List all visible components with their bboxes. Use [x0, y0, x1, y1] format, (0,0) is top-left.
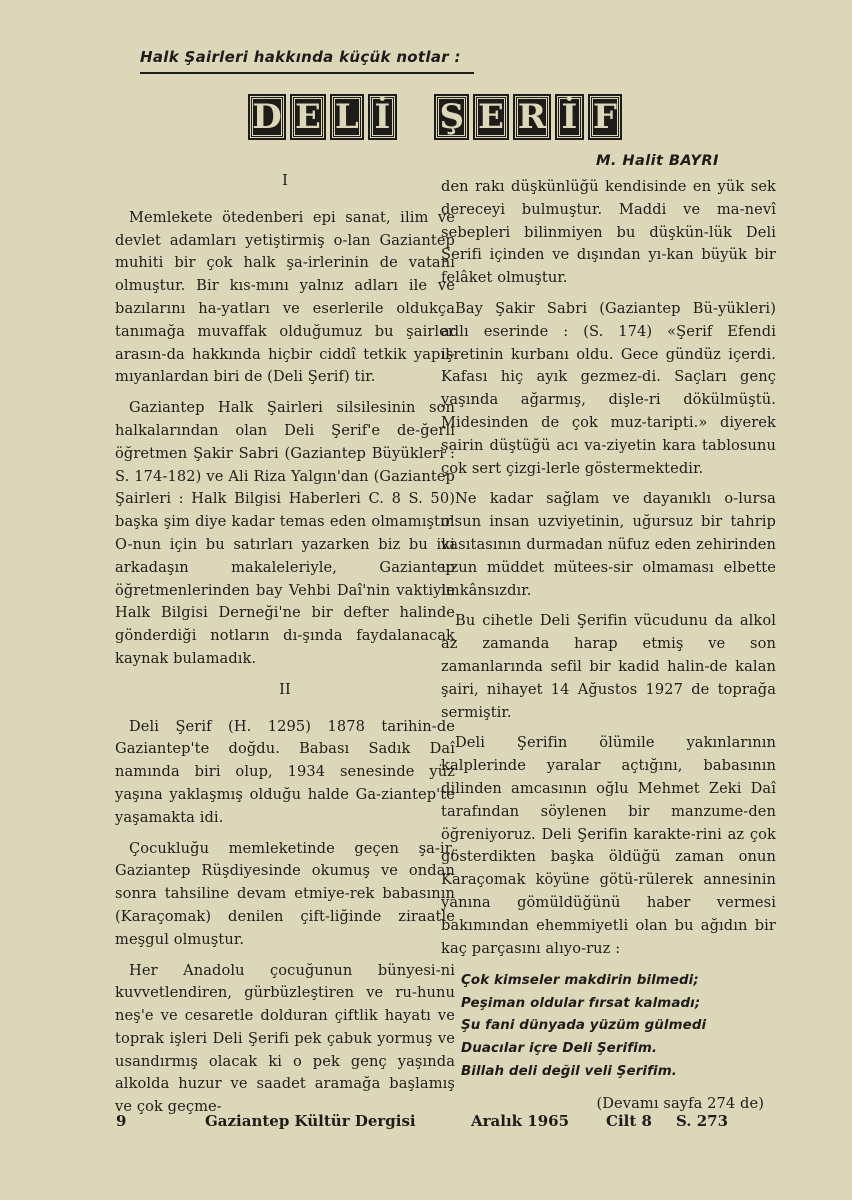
right-column — [441, 176, 776, 1124]
title-letter: E — [292, 96, 324, 138]
poem-line: Çok kimseler makdirin bilmedi; — [461, 973, 699, 989]
footer-page-ref: S. 273 — [676, 1112, 729, 1130]
footer-volume: Cilt 8 — [606, 1112, 652, 1130]
paragraph: Bu cihetle Deli Şerifin vücudunu da alkol az zamanda harap etmiş ve son zamanlarında sefil bir kadid halin-de kalan şairi, nihayet 14 Ağustos 1927 de toprağa sermiştir. — [441, 612, 776, 721]
poem-line: Peşiman oldular fırsat kalmadı; — [461, 995, 701, 1011]
poem-line: Şu fani dünyada yüzüm gülmedi — [461, 1018, 707, 1034]
footer-date: Aralık 1965 — [471, 1112, 570, 1130]
poem-line: Billah deli değil veli Şerifim. — [461, 1063, 677, 1079]
title-letter: R — [515, 96, 549, 138]
section-number: I — [282, 172, 288, 189]
continued-note: (Devamı sayfa 274 de) — [596, 1095, 764, 1113]
title-letter: Ş — [436, 96, 467, 138]
title-letter: E — [475, 96, 507, 138]
paragraph: Çocukluğu memleketinde geçen şa-ir, Gaziantep Rüşdiyesinde okumuş ve ondan sonra tahsiline devam etmiye-rek babasının (Karaçomak) denilen çift-liğinde ziraatle meşgul olmuştur. — [115, 839, 455, 948]
page-footer — [116, 1112, 736, 1136]
paragraph: Deli Şerif (H. 1295) 1878 tarihin-de Gaziantep'te doğdu. Babası Sadık Daî namında biri olup, 1934 senesinde yüz yaşına yaklaşmış olduğu halde Ga-ziantep'te yaşamakta idi. — [115, 717, 455, 826]
paragraph: Memlekete ötedenberi epi sanat, ilim ve devlet adamları yetiştirmiş o-lan Gaziantep muhiti bir çok halk şa-irlerinin de vatanı olmuştur. Bir kıs-mını yalnız adları ile ve bazılarını ha-yatları ve eserlerile oldukça tanımağa muvaffak olduğumuz bu şairler arasın-da hakkında hiçbir ciddî tetkik yapıl-mıyanlardan biri de (Deli Şerif) tir. — [115, 208, 455, 386]
paragraph: Ne kadar sağlam ve dayanıklı o-lursa olsun insan uzviyetinin, uğursuz bir tahrip vasıtasının durmadan nüfuz eden zehirinden uzun müddet mütees-sir olmaması elbette imkânsızdır. — [441, 490, 776, 599]
article-title — [250, 92, 620, 142]
author-name: M. Halit BAYRI — [596, 152, 719, 169]
section-number: II — [279, 680, 291, 698]
title-letter: İ — [370, 96, 395, 138]
title-letter: L — [332, 96, 362, 138]
paragraph: Bay Şakir Sabri (Gaziantep Bü-yükleri) adlı eserinde : (S. 174) «Şerif Efendi işretinin kurbanı oldu. Gece gündüz içerdi. Kafası hiç ayık gezmez-di. Saçları genç yaşında ağarmış, dişle-ri dökülmüştü. Midesinden de çok muz-taripti.» diyerek şairin düştüğü acı va-ziyetin kara tablosunu çok sert çizgi-lerle göstermektedir. — [441, 299, 776, 477]
series-header: Halk Şairleri hakkında küçük notlar : — [140, 48, 474, 74]
paragraph: den rakı düşkünlüğü kendisinde en yük sek dereceyi bulmuştur. Maddi ve ma-nevî sebepleri bilinmiyen bu düşkün-lük Deli Şerifi içinden ve dışından yı-kan büyük bir felâket olmuştur. — [441, 178, 776, 287]
footer-page-number: 9 — [116, 1112, 127, 1130]
paragraph: Her Anadolu çocuğunun bünyesi-ni kuvvetlendiren, gürbüzleştiren ve ru-hunu neş'e ve cesaretle dolduran çiftlik hayatı ve toprak işleri Deli Şerifi pek çabuk yormuş ve usandırmış olacak ki o pek genç yaşında alkolda huzur ve saadet aramağa başlamış ve çok geçme- — [115, 961, 455, 1116]
poem-line: Duacılar içre Deli Şerifim. — [461, 1041, 658, 1057]
left-column — [115, 170, 455, 1127]
footer-journal-name: Gaziantep Kültür Dergisi — [205, 1112, 416, 1130]
title-letter: F — [590, 96, 620, 138]
paragraph: Deli Şerifin ölümile yakınlarının kalplerinde yaralar açtığını, babasının dilinden amcasının oğlu Mehmet Zeki Daî tarafından söylenen bir manzume-den öğreniyoruz. Deli Şerifin karakte-rini az çok gösterdikten başka öldüğü zaman onun Karaçomak köyüne götü-rülerek annesinin yanına gömüldüğünü haber vermesi bakımından ehemmiyetli olan bu ağıdın bir kaç parçasını alıyo-ruz : — [441, 734, 776, 957]
title-letter: İ — [557, 96, 582, 138]
title-letter: D — [250, 96, 284, 138]
paragraph: Gaziantep Halk Şairleri silsilesinin son halkalarından olan Deli Şerif'e de-ğerli öğretmen Şakir Sabri (Gaziantep Büyükleri : S. 174-182) ve Ali Riza Yalgın'dan (Gaziantep Şairleri : Halk Bilgisi Haberleri C. 8 S. 50) başka şim diye kadar temas eden olmamıştır. O-nun için bu satırları yazarken biz bu iki arkadaşın makaleleriyle, Gaziantep öğretmenlerinden bay Vehbi Daî'nin vaktiyle Halk Bilgisi Derneği'ne bir defter halinde gönderdiği notların dı-şında faydalanacak kaynak bulamadık. — [115, 399, 455, 667]
poem-excerpt — [461, 970, 776, 1083]
